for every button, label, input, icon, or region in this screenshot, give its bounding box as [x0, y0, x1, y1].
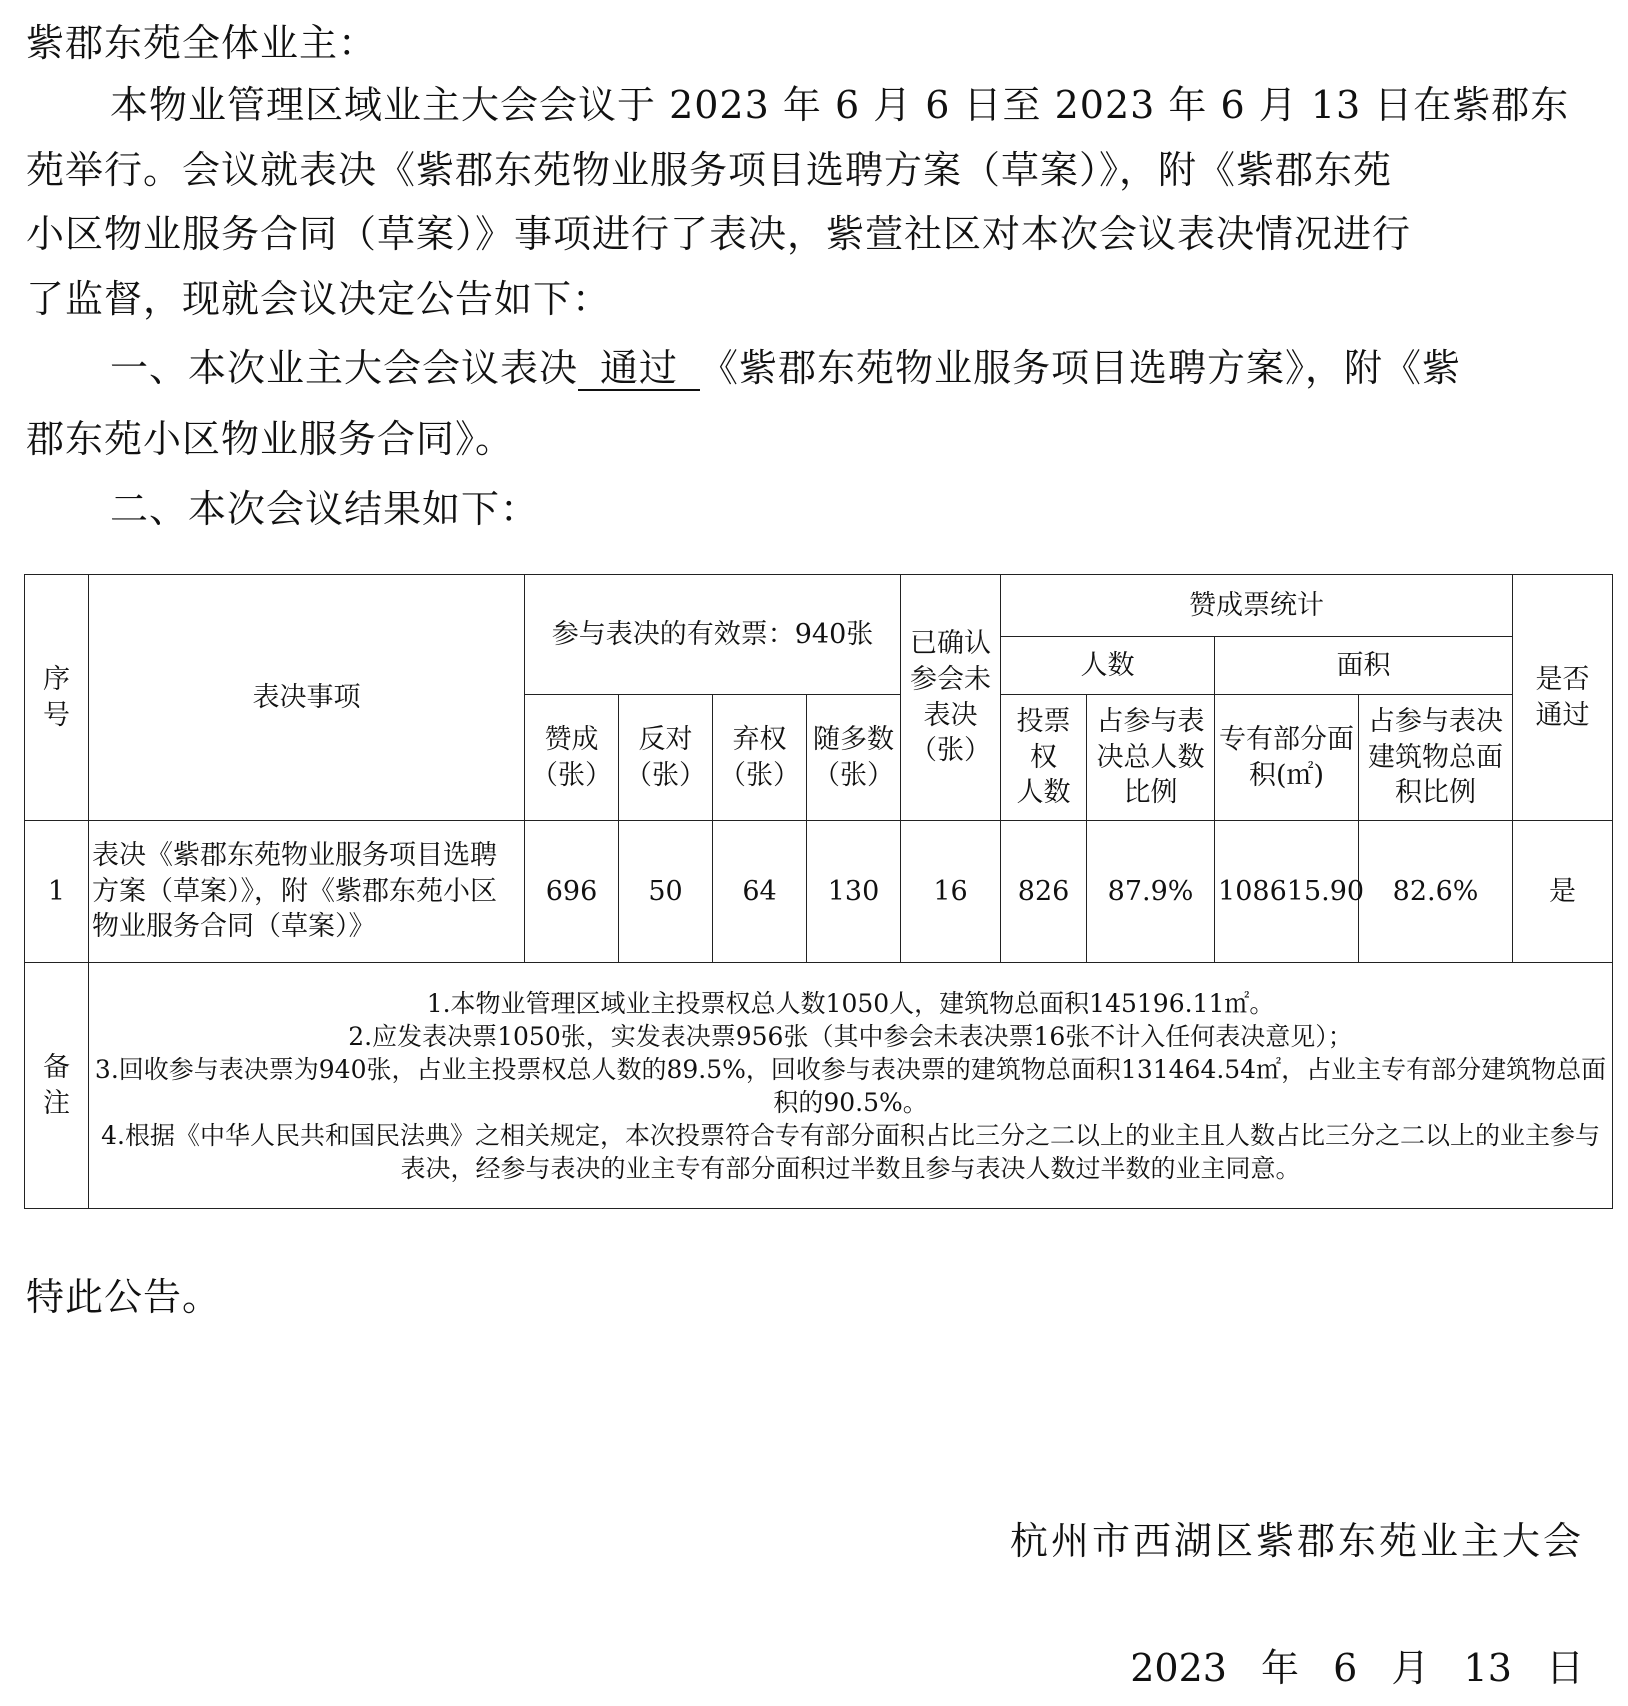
- cell-no: 50: [619, 821, 713, 963]
- notes: [89, 963, 1613, 1209]
- closing: 特此公告。: [26, 1275, 222, 1319]
- table-row: [25, 821, 1613, 963]
- date: [1130, 1637, 1584, 1692]
- date-day-char: 日: [1545, 1646, 1584, 1690]
- header-approve-stats: 赞成票统计: [1001, 575, 1513, 637]
- note-1: 1.本物业管理区域业主投票权总人数1050人，建筑物总面积145196.11㎡。: [426, 988, 1275, 1018]
- cell-area: 108615.90: [1215, 821, 1359, 963]
- header-abstain: 弃权 （张）: [713, 695, 807, 821]
- results-table: [24, 574, 1613, 1209]
- date-day: 13: [1463, 1646, 1512, 1690]
- para1-line3: 小区物业服务合同（草案）》事项进行了表决，紫萱社区对本次会议表决情况进行: [26, 212, 1412, 256]
- note-3: 3.回收参与表决票为940张，占业主投票权总人数的89.5%，回收参与表决票的建筑物总面积131464.54㎡，占业主专有部分建筑物总面积的90.5%。: [94, 1054, 1607, 1117]
- cell-confirmed: 16: [901, 821, 1001, 963]
- item1-line2: 郡东苑小区物业服务合同》。: [26, 417, 515, 461]
- note-2: 2.应发表决票1050张，实发表决票956张（其中参会未表决票16张不计入任何表决意见）；: [348, 1021, 1353, 1051]
- signature: 杭州市西湖区紫郡东苑业主大会: [1009, 1519, 1584, 1563]
- date-month-char: 月: [1391, 1646, 1430, 1690]
- note-4: 4.根据《中华人民共和国民法典》之相关规定，本次投票符合专有部分面积占比三分之二以上的业主且人数占比三分之二以上的业主参与表决，经参与表决的业主专有部分面积过半数且参与表决人数过半数的业主同意。: [101, 1120, 1600, 1183]
- notes-label: 备 注: [25, 963, 89, 1209]
- header-no: 反对 （张）: [619, 695, 713, 821]
- para1-line1: 本物业管理区域业主大会会议于 2023 年 6 月 6 日至 2023 年 6 月 13 日在紫郡东: [110, 83, 1570, 127]
- cell-matter: 表决《紫郡东苑物业服务项目选聘方案（草案）》，附《紫郡东苑小区物业服务合同（草案）》: [89, 821, 525, 963]
- para1-line2: 苑举行。会议就表决《紫郡东苑物业服务项目选聘方案（草案）》，附《紫郡东苑: [26, 148, 1393, 192]
- date-month: 6: [1333, 1646, 1358, 1690]
- cell-yes: 696: [525, 821, 619, 963]
- item1-line1: [110, 346, 1462, 391]
- item2: 二、本次会议结果如下：: [110, 487, 540, 531]
- cell-area-ratio: 82.6%: [1359, 821, 1513, 963]
- cell-pass: 是: [1513, 821, 1613, 963]
- cell-abstain: 64: [713, 821, 807, 963]
- header-people-ratio: 占参与表 决总人数 比例: [1087, 695, 1215, 821]
- cell-people-ratio: 87.9%: [1087, 821, 1215, 963]
- header-pass: 是否 通过: [1513, 575, 1613, 821]
- cell-seq: 1: [25, 821, 89, 963]
- cell-follow: 130: [807, 821, 901, 963]
- header-matter: 表决事项: [89, 575, 525, 821]
- salutation: 紫郡东苑全体业主：: [26, 21, 378, 65]
- header-seq: 序 号: [25, 575, 89, 821]
- item1-prefix: 一、本次业主大会会议表决: [110, 346, 579, 390]
- date-year: 2023: [1130, 1646, 1227, 1690]
- item1-suffix: 《紫郡东苑物业服务项目选聘方案》，附《紫: [700, 346, 1462, 390]
- header-area-ratio: 占参与表决 建筑物总面 积比例: [1359, 695, 1513, 821]
- header-area: 面积: [1215, 637, 1513, 695]
- header-yes: 赞成 （张）: [525, 695, 619, 821]
- header-valid-votes: 参与表决的有效票：940张: [525, 575, 901, 695]
- header-area-value: 专有部分面 积(㎡): [1215, 695, 1359, 821]
- item1-result: 通过: [578, 349, 700, 391]
- header-follow: 随多数 （张）: [807, 695, 901, 821]
- date-year-char: 年: [1261, 1646, 1300, 1690]
- header-voters: 投票权 人数: [1001, 695, 1087, 821]
- header-people: 人数: [1001, 637, 1215, 695]
- para1-line4: 了监督，现就会议决定公告如下：: [26, 277, 612, 321]
- header-confirmed: 已确认 参会未 表决 （张）: [901, 575, 1001, 821]
- cell-voters: 826: [1001, 821, 1087, 963]
